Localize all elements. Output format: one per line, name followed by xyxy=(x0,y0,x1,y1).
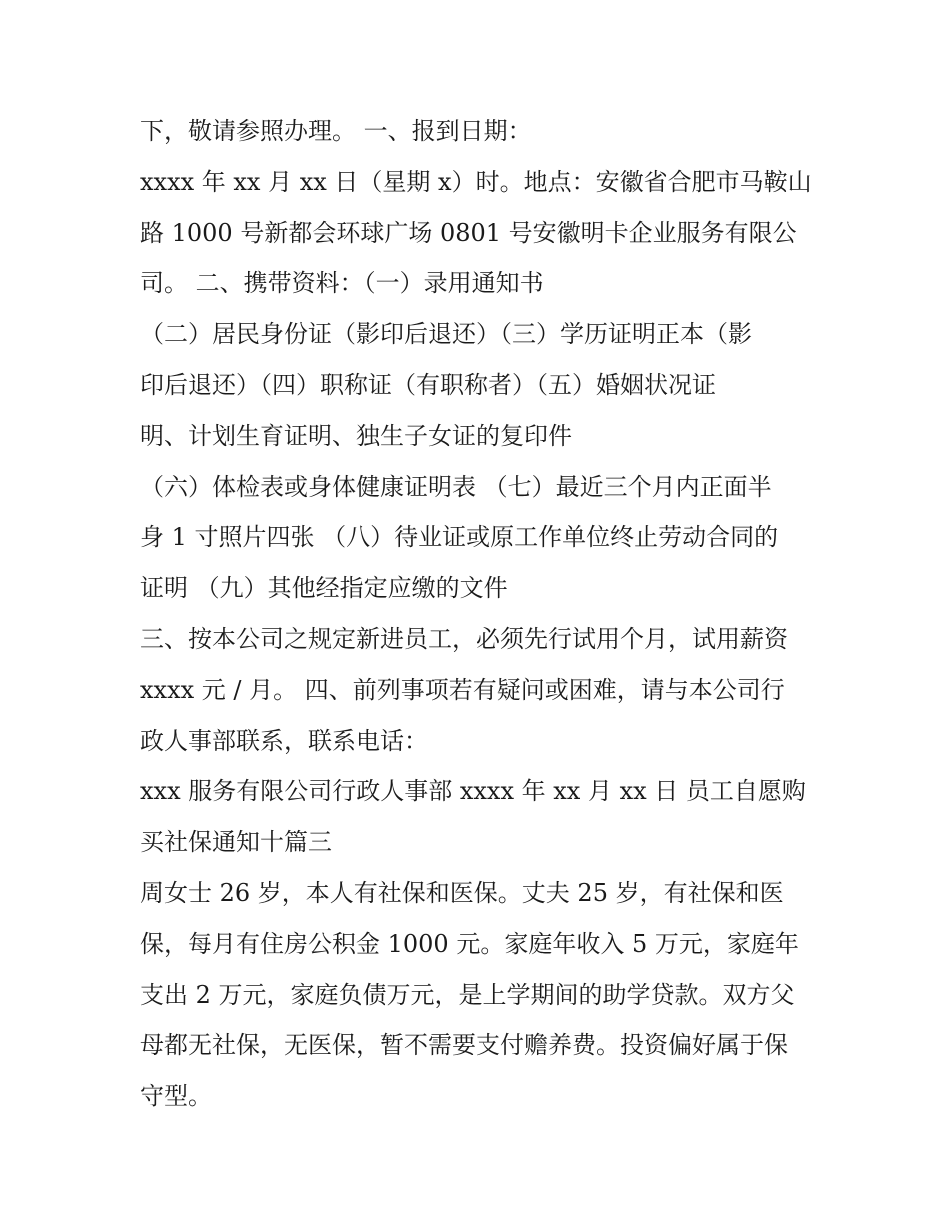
text-line: 路 1000 号新都会环球广场 0801 号安徽明卡企业服务有限公 xyxy=(140,218,797,247)
text-line: 证明 （九）其他经指定应缴的文件 xyxy=(140,574,508,603)
text-line: xxx 服务有限公司行政人事部 xxxx 年 xx 月 xx 日 员工自愿购 xyxy=(140,777,806,806)
text-line: 保，每月有住房公积金 1000 元。家庭年收入 5 万元，家庭年 xyxy=(140,929,799,958)
text-line: 下，敬请参照办理。 一、报到日期： xyxy=(140,117,532,145)
text-line: 身 1 寸照片四张 （八）待业证或原工作单位终止劳动合同的 xyxy=(140,523,779,552)
text-line: 支出 2 万元，家庭负债万元，是上学期间的助学贷款。双方父 xyxy=(140,980,795,1009)
text-line: 守型。 xyxy=(140,1082,212,1111)
text-line: 周女士 26 岁，本人有社保和医保。丈夫 25 岁，有社保和医 xyxy=(140,878,784,907)
text-line: 明、计划生育证明、独生子女证的复印件 xyxy=(140,421,572,450)
text-line: 买社保通知十篇三 xyxy=(140,828,332,857)
text-line: （二）居民身份证（影印后退还）（三）学历证明正本（影 xyxy=(140,320,752,349)
text-line: 三、按本公司之规定新进员工，必须先行试用个月，试用薪资 xyxy=(140,624,788,653)
text-line: xxxx 年 xx 月 xx 日（星期 x）时。地点：安徽省合肥市马鞍山 xyxy=(140,167,812,196)
text-line: xxxx 元 / 月。 四、前列事项若有疑问或困难，请与本公司行 xyxy=(140,675,785,704)
text-line: （六）体检表或身体健康证明表 （七）最近三个月内正面半 xyxy=(140,472,772,501)
text-line: 政人事部联系，联系电话： xyxy=(140,726,428,755)
document-body xyxy=(140,106,830,1122)
text-line: 印后退还）（四）职称证（有职称者）（五）婚姻状况证 xyxy=(140,370,716,399)
text-line: 司。 二、携带资料：（一）录用通知书 xyxy=(140,269,544,298)
text-line: 母都无社保，无医保，暂不需要支付赡养费。投资偏好属于保 xyxy=(140,1031,788,1060)
